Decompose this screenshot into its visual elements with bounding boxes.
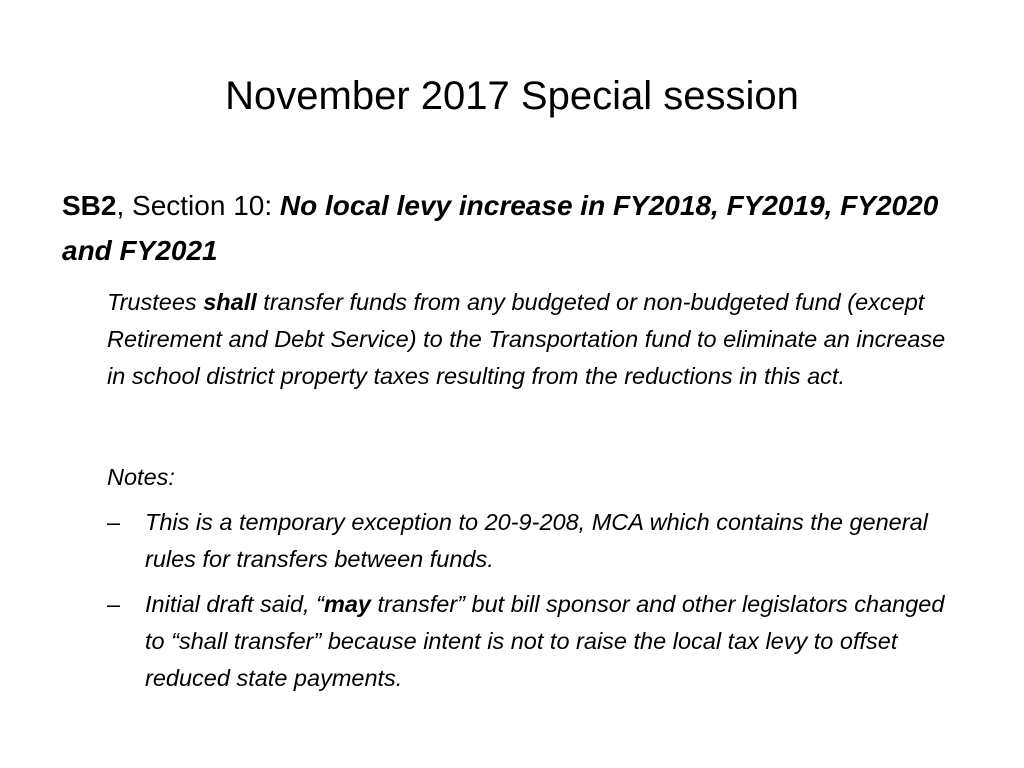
section-heading: [62, 183, 952, 273]
notes-bullet-1: [107, 504, 967, 578]
bullet-marker: –: [107, 591, 121, 617]
notes-label: Notes:: [107, 464, 175, 490]
bullet-emphasis: may: [323, 591, 371, 617]
section-description: [107, 284, 967, 395]
description-part-2: transfer funds from any budgeted or non-budgeted fund (except Retirement and Debt Service) to the Transportation fund to eliminate an increase in school district property taxes resulting from the reductions in this act.: [107, 289, 946, 389]
description-part-1: Trustees: [107, 289, 204, 315]
bullet-marker: –: [107, 509, 121, 535]
bullet-text: [145, 586, 967, 697]
section-reference: , Section 10:: [116, 190, 280, 221]
notes-bullet-2: [107, 586, 967, 697]
bullet-text-part-1: Initial draft said, “: [145, 591, 324, 617]
description-emphasis: shall: [203, 289, 257, 315]
slide-title: November 2017 Special session: [225, 74, 799, 118]
bill-number: SB2: [62, 190, 117, 221]
section-topic: No local levy increase in FY2018, FY2019, FY2020 and FY2021: [62, 190, 939, 266]
bullet-text: This is a temporary exception to 20-9-208, MCA which contains the general rules for transfers between funds.: [145, 509, 928, 572]
bullet-text-part-2: transfer” but bill sponsor and other legislators changed to “shall transfer” because intent is not to raise the local tax levy to offset reduced state payments.: [145, 591, 945, 691]
